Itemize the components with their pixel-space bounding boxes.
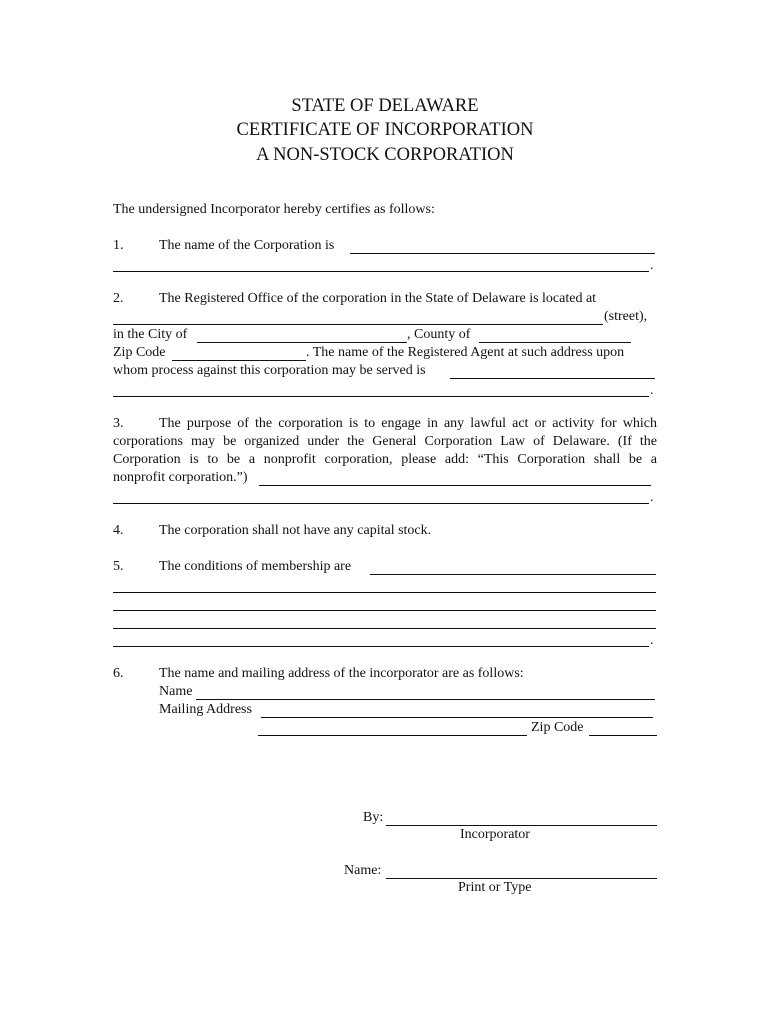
city-label: in the City of	[113, 327, 188, 342]
section-3-line-2: corporations may be organized under the General Corporation Law of Delaware. (If the	[113, 434, 657, 449]
by-label: By:	[363, 810, 384, 825]
document-title-line-2: CERTIFICATE OF INCORPORATION	[236, 120, 534, 140]
registered-agent-text: . The name of the Registered Agent at such address upon	[306, 345, 625, 360]
mailing-address-label: Mailing Address	[159, 702, 252, 717]
city-field[interactable]	[197, 342, 407, 343]
section-3-period: .	[650, 490, 654, 505]
document-title-line-1: STATE OF DELAWARE	[291, 96, 479, 116]
incorporator-zip-code-field[interactable]	[589, 735, 657, 736]
section-5-text: The conditions of membership are	[159, 559, 352, 574]
county-field[interactable]	[479, 342, 631, 343]
corporation-name-field[interactable]	[350, 253, 655, 254]
print-or-type-caption: Print or Type	[458, 880, 532, 895]
section-4-number: 4.	[113, 523, 124, 538]
document-title-line-3: A NON-STOCK CORPORATION	[256, 145, 514, 165]
incorporator-name-label: Name	[159, 684, 193, 699]
section-3-line-4: nonprofit corporation.”)	[113, 470, 248, 485]
purpose-field[interactable]	[259, 485, 651, 486]
corporation-name-field-continued[interactable]	[113, 271, 649, 272]
section-3-line-1: The purpose of the corporation is to engage in any lawful act or activity for which	[159, 416, 657, 431]
section-6-number: 6.	[113, 666, 124, 681]
zip-code-label: Zip Code	[113, 345, 166, 360]
intro-text: The undersigned Incorporator hereby certifies as follows:	[113, 202, 435, 217]
registered-agent-process-text: whom process against this corporation may be served is	[113, 363, 426, 378]
membership-conditions-field[interactable]	[370, 574, 656, 575]
mailing-address-field[interactable]	[261, 717, 653, 718]
county-label: , County of	[407, 327, 471, 342]
membership-conditions-field-line-4[interactable]	[113, 628, 656, 629]
street-label: (street),	[604, 309, 648, 324]
print-name-label: Name:	[344, 863, 382, 878]
section-3-line-3: Corporation is to be a nonprofit corporation, please add: “This Corporation shall be a	[113, 452, 657, 467]
membership-conditions-field-line-3[interactable]	[113, 610, 656, 611]
membership-conditions-field-line-2[interactable]	[113, 592, 656, 593]
membership-conditions-field-line-5[interactable]	[113, 646, 649, 647]
incorporator-caption: Incorporator	[460, 827, 530, 842]
section-5-period: .	[650, 633, 654, 648]
section-6-text: The name and mailing address of the incorporator are as follows:	[159, 666, 524, 681]
incorporator-name-field[interactable]	[196, 699, 655, 700]
section-1-number: 1.	[113, 238, 124, 253]
purpose-field-continued[interactable]	[113, 503, 649, 504]
section-2-number: 2.	[113, 291, 124, 306]
registered-agent-name-field-continued[interactable]	[113, 396, 649, 397]
incorporator-zip-code-label: Zip Code	[531, 720, 584, 735]
section-2-text: The Registered Office of the corporation in the State of Delaware is located at	[159, 291, 597, 306]
section-2-period: .	[650, 383, 654, 398]
registered-agent-name-field[interactable]	[450, 378, 655, 379]
section-1-period: .	[650, 258, 654, 273]
registered-office-street-field[interactable]	[113, 324, 603, 325]
section-1-text: The name of the Corporation is	[159, 238, 335, 253]
mailing-address-field-line-2[interactable]	[258, 735, 527, 736]
section-5-number: 5.	[113, 559, 124, 574]
section-4-text: The corporation shall not have any capital stock.	[159, 523, 432, 538]
section-3-number: 3.	[113, 416, 124, 431]
zip-code-field[interactable]	[172, 360, 306, 361]
